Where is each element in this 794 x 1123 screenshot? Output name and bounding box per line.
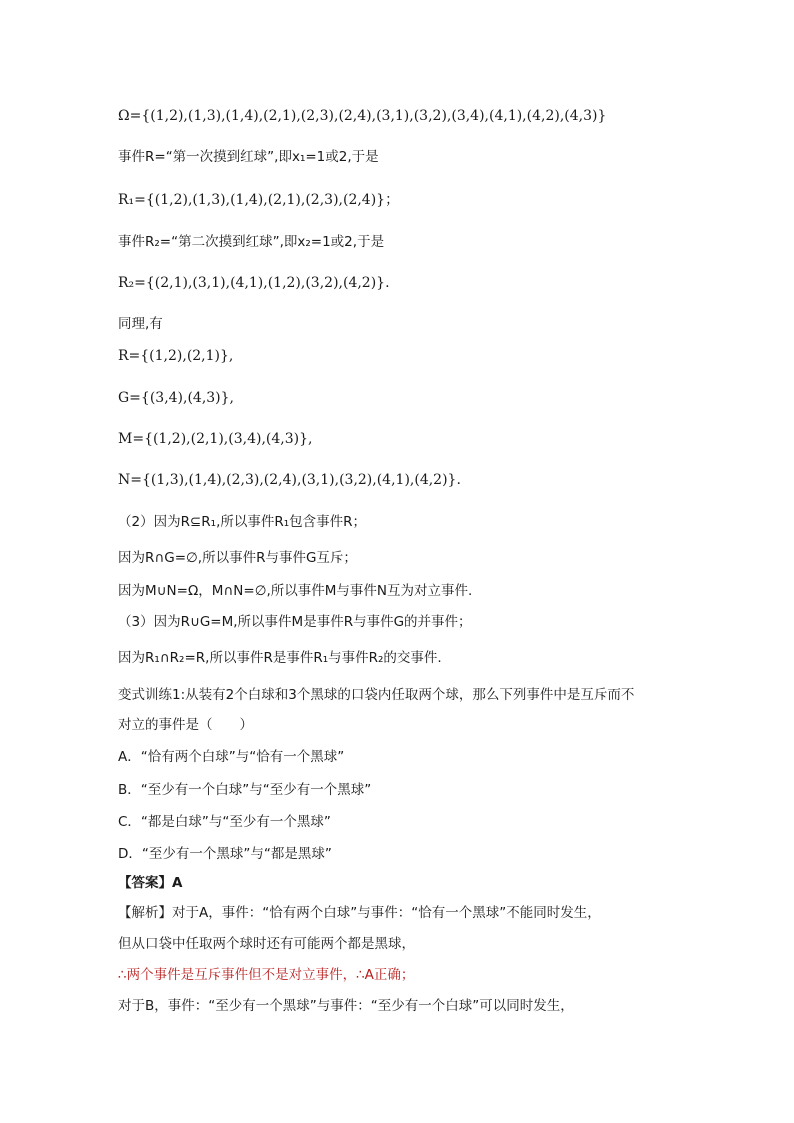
event-r2-definition: 事件R₂=“第二次摸到红球”,即x₂=1或2,于是: [118, 234, 385, 250]
g-set-line: G={(3,4),(4,3)},: [118, 390, 235, 406]
part2-line-1: （2）因为R⊆R₁,所以事件R₁包含事件R；: [118, 514, 367, 530]
part3-line-2: 因为R₁∩R₂=R,所以事件R是事件R₁与事件R₂的交事件.: [118, 650, 442, 666]
part2-line-2: 因为R∩G=∅,所以事件R与事件G互斥；: [118, 550, 357, 566]
analysis-line-2: 但从口袋中任取两个球时还有可能两个都是黑球，: [118, 936, 415, 952]
analysis-line-1: 【解析】对于A，事件：“恰有两个白球”与事件：“恰有一个黑球”不能同时发生，: [118, 905, 601, 921]
event-r-first-definition: 事件R=“第一次摸到红球”,即x₁=1或2,于是: [118, 149, 379, 165]
option-d: D．“至少有一个黑球”与“都是黑球”: [118, 846, 332, 862]
analysis-line-4: 对于B，事件：“至少有一个黑球”与事件：“至少有一个白球”可以同时发生，: [118, 998, 574, 1014]
exercise-question-line-1: 变式训练1:从装有2个白球和3个黑球的口袋内任取两个球，那么下列事件中是互斥而不: [118, 687, 635, 703]
part3-line-1: （3）因为R∪G=M,所以事件M是事件R与事件G的并事件；: [118, 614, 472, 630]
m-set-line: M={(1,2),(2,1),(3,4),(4,3)},: [118, 431, 313, 447]
option-a: A．“恰有两个白球”与“恰有一个黑球”: [118, 749, 345, 765]
omega-set-line: Ω={(1,2),(1,3),(1,4),(2,1),(2,3),(2,4),(3,1),(3,2),(3,4),(4,1),(4,2),(4,3)}: [118, 108, 607, 124]
r1-set-line: R₁={(1,2),(1,3),(1,4),(2,1),(2,3),(2,4)}；: [118, 192, 400, 208]
similarly-line: 同理,有: [118, 316, 163, 332]
option-b: B．“至少有一个白球”与“至少有一个黑球”: [118, 782, 372, 798]
option-c: C．“都是白球”与“至少有一个黑球”: [118, 814, 331, 830]
answer-line: 【答案】A: [118, 875, 183, 891]
part2-line-3: 因为M∪N=Ω，M∩N=∅,所以事件M与事件N互为对立事件.: [118, 583, 473, 599]
r2-set-line: R₂={(2,1),(3,1),(4,1),(1,2),(3,2),(4,2)}.: [118, 275, 390, 291]
r-set-line: R={(1,2),(2,1)},: [118, 348, 234, 364]
exercise-question-line-2: 对立的事件是（ ）: [118, 717, 253, 733]
analysis-line-3: ∴两个事件是互斥事件但不是对立事件，∴A正确；: [118, 967, 415, 983]
n-set-line: N={(1,3),(1,4),(2,3),(2,4),(3,1),(3,2),(4,1),(4,2)}.: [118, 472, 461, 488]
